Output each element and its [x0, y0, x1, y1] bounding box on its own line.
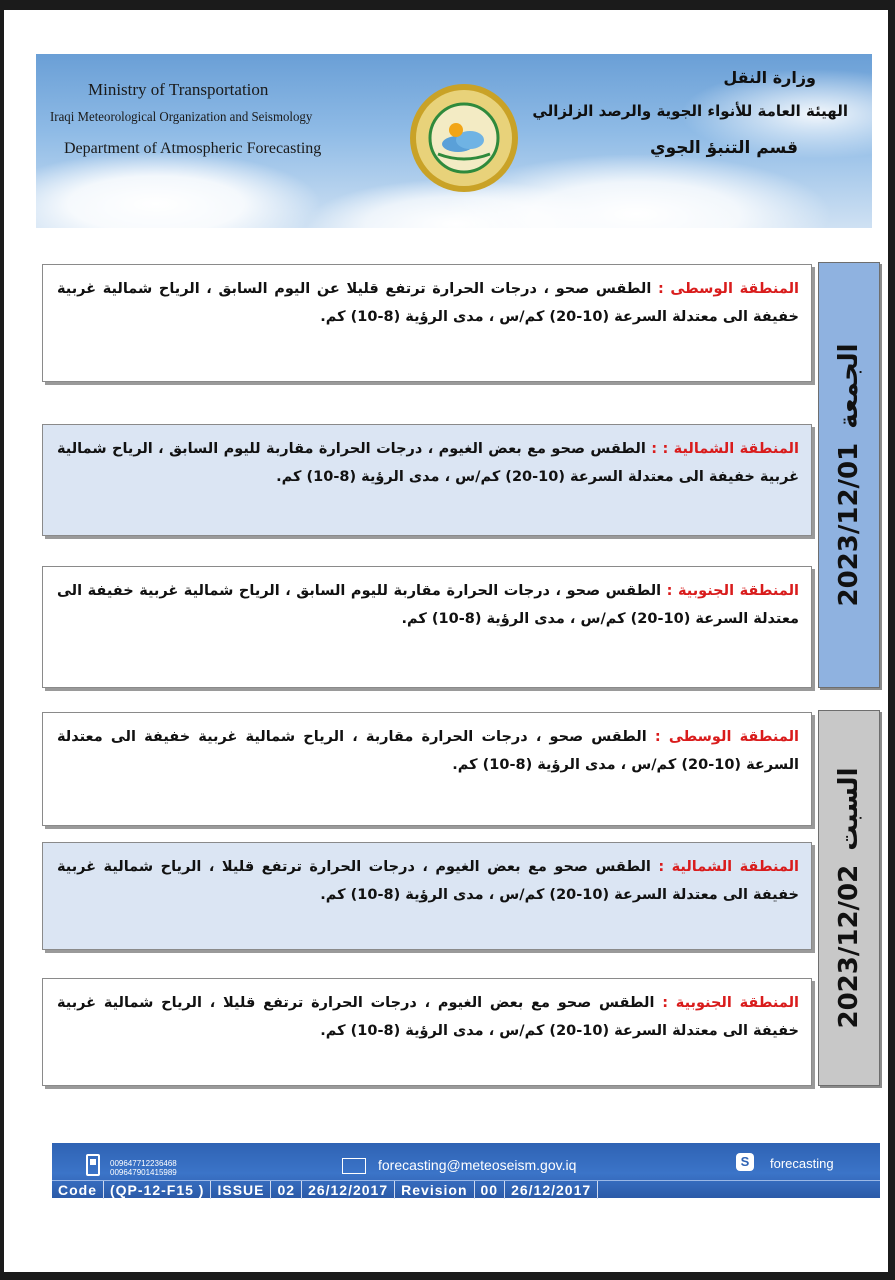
forecast-box-day1-south — [42, 566, 812, 688]
header-en-ministry: Ministry of Transportation — [88, 80, 269, 99]
code-cell: 02 — [271, 1181, 302, 1199]
forecast-box-day2-central — [42, 712, 812, 826]
region-label: المنطقة الجنوبية : — [666, 583, 799, 599]
forecast-text — [57, 853, 799, 909]
forecast-body: الطقس صحو ، درجات الحرارة مقاربة ، الرياح شمالية غربية خفيفة الى معتدلة السرعة (10-20) كم/س ، مدى الرؤية (8-10) كم. — [57, 729, 799, 773]
day1-date-label — [834, 343, 864, 606]
code-cell: 26/12/2017 — [302, 1181, 395, 1199]
forecast-body: الطقس صحو مع بعض الغيوم ، درجات الحرارة ترتفع قليلا ، الرياح شمالية غربية خفيفة الى معتدلة السرعة (10-20) كم/س ، مدى الرؤية (8-10) كم. — [57, 859, 799, 903]
skype-icon: S — [736, 1153, 754, 1171]
day1-name: الجمعة — [834, 343, 864, 429]
phone-number-2: 009647901415989 — [110, 1168, 177, 1177]
day2-date-panel — [818, 710, 880, 1086]
region-label: المنطقة الشمالية : — [658, 859, 800, 875]
forecast-text — [57, 435, 799, 491]
forecast-text — [57, 275, 799, 331]
header-en-department: Department of Atmospheric Forecasting — [64, 140, 322, 157]
header-banner — [36, 54, 872, 228]
footer-code-row — [52, 1180, 880, 1199]
mail-icon — [342, 1158, 366, 1174]
forecast-body: الطقس صحو مع بعض الغيوم ، درجات الحرارة ترتفع قليلا ، الرياح شمالية غربية خفيفة الى معتدلة السرعة (10-20) كم/س ، مدى الرؤية (8-10) كم. — [57, 995, 799, 1039]
day1-date: 2023/12/01 — [834, 442, 864, 607]
day2-date-label — [834, 768, 864, 1029]
day2-name: السبت — [834, 767, 864, 851]
header-ar-department: قسم التنبؤ الجوي — [650, 138, 798, 158]
header-en-organization: Iraqi Meteorological Organization and Seismology — [50, 110, 313, 125]
code-cell: 26/12/2017 — [505, 1181, 598, 1199]
forecast-body: الطقس صحو ، درجات الحرارة ترتفع قليلا عن اليوم السابق ، الرياح شمالية غربية خفيفة الى معتدلة السرعة (10-20) كم/س ، مدى الرؤية (8-10) كم. — [57, 281, 799, 325]
region-label: المنطقة الوسطى : — [657, 281, 799, 297]
code-cell: ISSUE — [211, 1181, 271, 1199]
logo-emblem — [408, 82, 520, 194]
forecast-box-day2-north — [42, 842, 812, 950]
forecast-body: الطقس صحو ، درجات الحرارة مقاربة لليوم السابق ، الرياح شمالية غربية خفيفة الى معتدلة السرعة (10-20) كم/س ، مدى الرؤية (8-10) كم. — [57, 583, 799, 627]
forecast-text — [57, 723, 799, 779]
phone-icon — [86, 1154, 100, 1176]
region-label: المنطقة الوسطى : — [654, 729, 799, 745]
footer-phones — [110, 1159, 177, 1177]
code-cell: (QP-12-F15 ) — [104, 1181, 211, 1199]
region-label: المنطقة الجنوبية : — [662, 995, 799, 1011]
region-label: المنطقة الشمالية : : — [651, 441, 799, 457]
forecast-box-day2-south — [42, 978, 812, 1086]
header-ar-ministry: وزارة النقل — [723, 68, 816, 87]
footer-email[interactable]: forecasting@meteoseism.gov.iq — [378, 1157, 577, 1173]
code-cell: 00 — [475, 1181, 506, 1199]
day1-date-panel — [818, 262, 880, 688]
code-cell: Code — [52, 1181, 104, 1199]
forecast-box-day1-central — [42, 264, 812, 382]
footer-skype: forecasting — [770, 1156, 834, 1171]
forecast-body: الطقس صحو مع بعض الغيوم ، درجات الحرارة مقاربة لليوم السابق ، الرياح شمالية غربية خفيفة الى معتدلة السرعة (10-20) كم/س ، مدى الرؤية (8-10) كم. — [57, 441, 799, 485]
forecast-text — [57, 989, 799, 1045]
day2-date: 2023/12/02 — [834, 864, 864, 1029]
forecast-box-day1-north — [42, 424, 812, 536]
phone-number-1: 009647712236468 — [110, 1159, 177, 1168]
header-ar-organization: الهيئة العامة للأنواء الجوية والرصد الزلزالي — [532, 102, 848, 120]
code-cell: Revision — [395, 1181, 474, 1199]
forecast-text — [57, 577, 799, 633]
